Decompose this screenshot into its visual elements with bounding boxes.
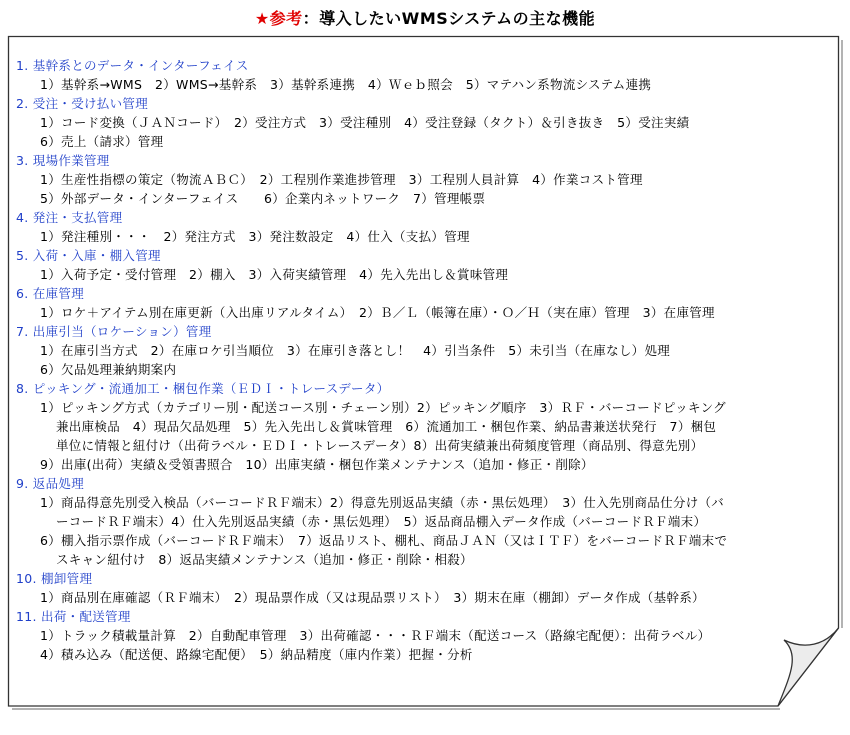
- section-line: 1）入荷予定・受付管理 2）棚入 3）入荷実績管理 4）先入先出し＆賞味管理: [40, 267, 509, 282]
- section-returns: [16, 474, 836, 569]
- function-list: [16, 56, 836, 664]
- section-line: 兼出庫検品 4）現品欠品処理 5）先入先出し＆賞味管理 6）流通加工・梱包作業、納品書兼送状発行 7）梱包: [56, 419, 717, 434]
- section-line: 6）売上（請求）管理: [40, 134, 164, 149]
- section-heading: 2. 受注・受け払い管理: [16, 96, 148, 111]
- section-heading: 9. 返品処理: [16, 476, 84, 491]
- section-inventory: [16, 284, 836, 322]
- section-heading: 8. ピッキング・流通加工・梱包作業（ＥＤＩ・トレースデータ）: [16, 381, 390, 396]
- section-allocation: [16, 322, 836, 379]
- section-heading: 11. 出荷・配送管理: [16, 609, 131, 624]
- section-line: 1）商品得意先別受入検品（バーコードＲＦ端末）2）得意先別返品実績（赤・黒伝処理） 3）仕入先別商品仕分け（バ: [40, 495, 725, 510]
- section-order: [16, 94, 836, 151]
- section-line: 1）トラック積載量計算 2）自動配車管理 3）出荷確認・・・ＲＦ端末（配送コース（路線宅配便）：出荷ラベル）: [40, 628, 711, 643]
- section-receiving: [16, 246, 836, 284]
- section-line: 1）ロケ＋アイテム別在庫更新（入出庫リアルタイム） 2）Ｂ／Ｌ（帳簿在庫）・Ｏ／Ｈ（実在庫）管理 3）在庫管理: [40, 305, 715, 320]
- section-line: 1）商品別在庫確認（ＲＦ端末） 2）現品票作成（又は現品票リスト） 3）期末在庫（棚卸）データ作成（基幹系）: [40, 590, 705, 605]
- section-line: 6）欠品処理兼納期案内: [40, 362, 177, 377]
- section-line: 1）コード変換（ＪＡＮコード） 2）受注方式 3）受注種別 4）受注登録（タクト）＆引き抜き 5）受注実績: [40, 115, 690, 130]
- section-line: 1）在庫引当方式 2）在庫ロケ引当順位 3）在庫引き落とし！ 4）引当条件 5）未引当（在庫なし）処理: [40, 343, 671, 358]
- section-line: 単位に情報と紐付け（出荷ラベル・ＥＤＩ・トレースデータ）8）出荷実績兼出荷頻度管理（商品別、得意先別）: [56, 438, 704, 453]
- section-line: 4）積み込み（配送便、路線宅配便） 5）納品精度（庫内作業）把握・分析: [40, 647, 473, 662]
- section-purchase: [16, 208, 836, 246]
- section-picking: [16, 379, 836, 474]
- section-heading: 1. 基幹系とのデータ・インターフェイス: [16, 58, 249, 73]
- section-interface: [16, 56, 836, 94]
- section-line: スキャン紐付け 8）返品実績メンテナンス（追加・修正・削除・相殺）: [56, 552, 473, 567]
- section-line: 5）外部データ・インターフェイス 6）企業内ネットワーク 7）管理帳票: [40, 191, 486, 206]
- section-heading: 5. 入荷・入庫・棚入管理: [16, 248, 161, 263]
- section-line: 6）棚入指示票作成（バーコードＲＦ端末） 7）返品リスト、棚札、商品ＪＡＮ（又はＩＴＦ）をバーコードＲＦ端末で: [40, 533, 728, 548]
- reference-label: 参考: [269, 9, 303, 28]
- section-stocktaking: [16, 569, 836, 607]
- title-text: ：導入したいWMSシステムの主な機能: [302, 9, 596, 28]
- star-icon: ★: [254, 9, 270, 28]
- section-heading: 6. 在庫管理: [16, 286, 84, 301]
- section-line: 1）生産性指標の策定（物流ＡＢＣ） 2）工程別作業進捗管理 3）工程別人員計算 4）作業コスト管理: [40, 172, 643, 187]
- section-line: 1）発注種別・・・ 2）発注方式 3）発注数設定 4）仕入（支払）管理: [40, 229, 470, 244]
- section-heading: 10. 棚卸管理: [16, 571, 93, 586]
- section-heading: 4. 発注・支払管理: [16, 210, 123, 225]
- section-field-work: [16, 151, 836, 208]
- section-line: 9）出庫(出荷）実績＆受領書照合 10）出庫実績・梱包作業メンテナンス（追加・修正・削除）: [40, 457, 594, 472]
- section-line: ーコードＲＦ端末）4）仕入先別返品実績（赤・黒伝処理） 5）返品商品棚入データ作成（バーコードＲＦ端末）: [56, 514, 707, 529]
- section-heading: 3. 現場作業管理: [16, 153, 110, 168]
- section-line: 1）ピッキング方式（カテゴリー別・配送コース別・チェーン別）2）ピッキング順序 3）ＲＦ・バーコードピッキング: [40, 400, 726, 415]
- section-line: 1）基幹系→WMS 2）WMS→基幹系 3）基幹系連携 4）Ｗｅｂ照会 5）マテハン系物流システム連携: [40, 77, 652, 92]
- section-shipping: [16, 607, 836, 664]
- section-heading: 7. 出庫引当（ロケーション）管理: [16, 324, 212, 339]
